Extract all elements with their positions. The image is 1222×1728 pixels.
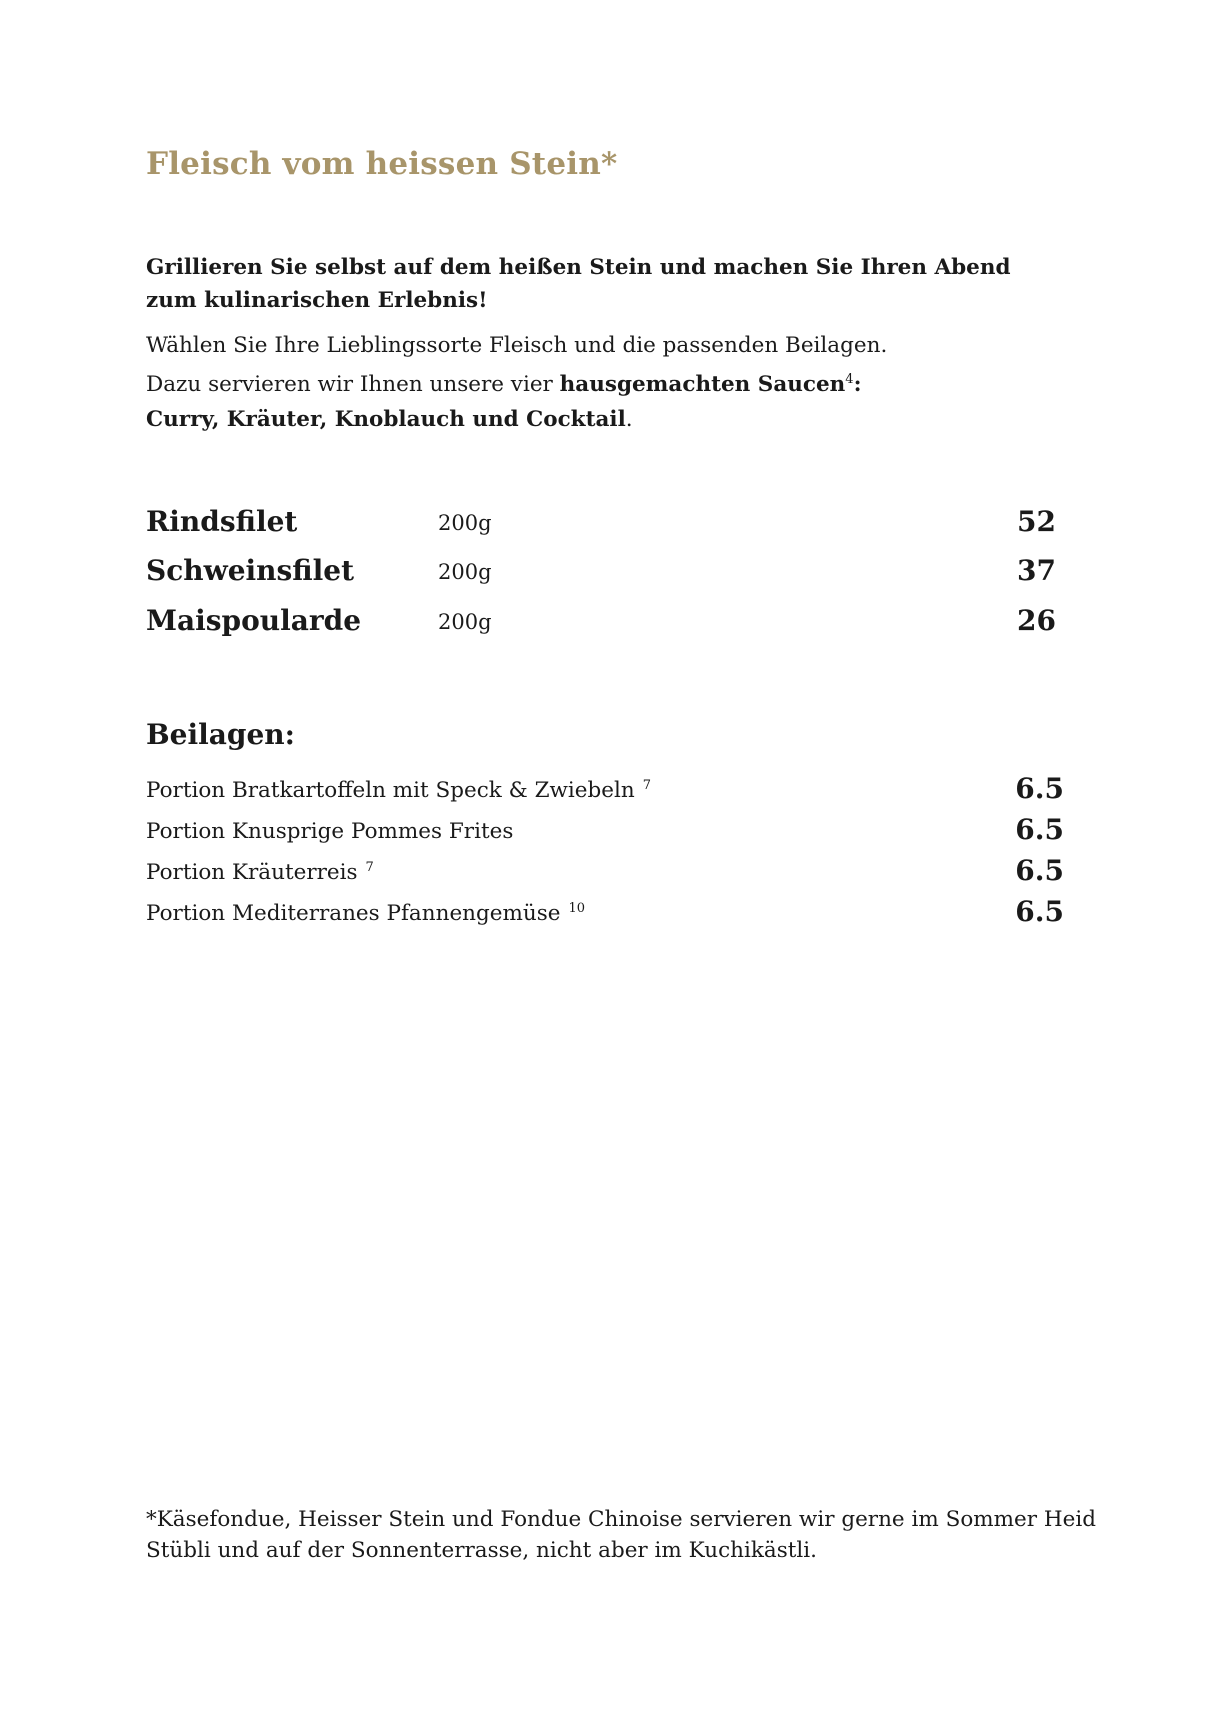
intro-line-2-text: Dazu servieren wir Ihnen unsere vier [146, 372, 560, 397]
page-title: Fleisch vom heissen Stein* [146, 146, 618, 182]
side-name-text: Portion Knusprige Pommes Frites [146, 819, 514, 844]
meat-row [146, 604, 1076, 648]
meat-weight: 200g [438, 610, 492, 634]
side-name-text: Portion Kräuterreis [146, 860, 358, 885]
side-name [146, 860, 374, 885]
meat-name: Schweinsfilet [146, 554, 355, 587]
meat-weight: 200g [438, 511, 492, 535]
side-footnote-mark: 7 [365, 860, 374, 875]
side-row [146, 772, 1074, 812]
meat-name: Rindsfilet [146, 505, 298, 538]
side-price: 6.5 [1015, 895, 1064, 928]
sauces-list-end: . [625, 407, 633, 432]
side-price: 6.5 [1015, 772, 1064, 805]
sauces-list: Curry, Kräuter, Knoblauch und Cocktail [146, 407, 626, 432]
side-row [146, 854, 1074, 894]
side-row [146, 813, 1074, 853]
footnote: *Käsefondue, Heisser Stein und Fondue Chinoise servieren wir gerne im Sommer Heid Stübli und auf der Sonnenterrasse, nicht aber im Kuchikästli. [146, 1507, 1096, 1563]
side-price: 6.5 [1015, 813, 1064, 846]
meat-name: Maispoularde [146, 604, 362, 637]
side-footnote-mark: 7 [642, 778, 652, 793]
side-name [146, 819, 521, 844]
sides-heading: Beilagen: [146, 718, 295, 751]
sauces-colon: : [853, 372, 862, 397]
side-name [146, 778, 651, 803]
meat-price: 37 [1017, 554, 1056, 587]
intro-line-3 [146, 405, 633, 435]
side-row [146, 895, 1074, 935]
intro-line-2 [146, 370, 862, 400]
intro-line-1: Wählen Sie Ihre Lieblingssorte Fleisch und die passenden Beilagen. [146, 333, 888, 358]
intro-headline: Grillieren Sie selbst auf dem heißen Stein und machen Sie Ihren Abend zum kulinarischen Erlebnis! [146, 255, 1011, 313]
meat-price: 26 [1017, 604, 1056, 637]
meat-price: 52 [1017, 505, 1056, 538]
meat-row [146, 554, 1076, 598]
side-name [146, 901, 585, 926]
sauces-label: hausgemachten Saucen [559, 372, 846, 397]
meat-weight: 200g [438, 560, 492, 584]
side-name-text: Portion Bratkartoffeln mit Speck & Zwiebeln [146, 778, 635, 803]
side-name-text: Portion Mediterranes Pfannengemüse [146, 901, 561, 926]
sauces-footnote-mark: 4 [845, 372, 854, 387]
side-footnote-mark: 10 [568, 901, 586, 916]
meat-row [146, 505, 1076, 549]
side-price: 6.5 [1015, 854, 1064, 887]
